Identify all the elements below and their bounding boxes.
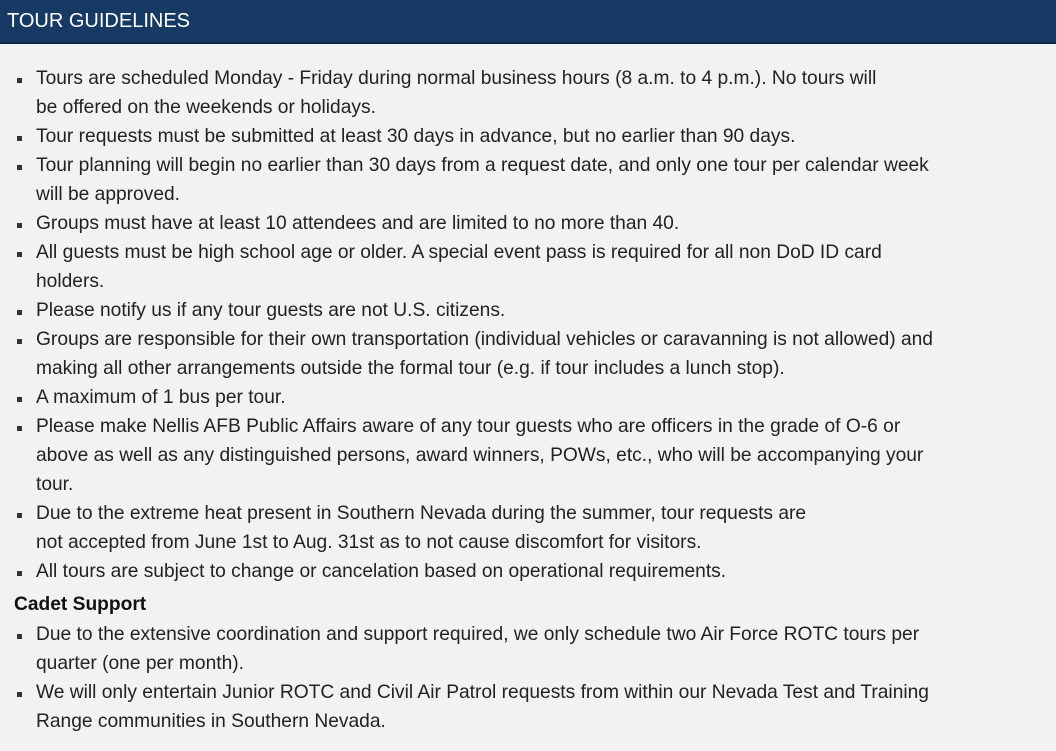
list-item-text-line1: Due to the extensive coordination and support required, we only schedule two Air Force ROTC tours per — [36, 624, 920, 645]
list-item-text-line2: Range communities in Southern Nevada. — [36, 711, 386, 732]
list-item — [0, 209, 1056, 238]
list-item-text-line1: Groups are responsible for their own transportation (individual vehicles or caravanning is not allowed) and — [36, 329, 933, 350]
list-item-text-line1: Tour planning will begin no earlier than 30 days from a request date, and only one tour per calendar week — [36, 155, 929, 176]
list-item — [0, 557, 1056, 586]
square-bullet-icon — [17, 397, 22, 402]
list-item — [0, 383, 1056, 412]
list-item-text-line1: Please notify us if any tour guests are not U.S. citizens. — [36, 300, 506, 321]
square-bullet-icon — [17, 223, 22, 228]
square-bullet-icon — [17, 634, 22, 639]
list-item — [0, 499, 1056, 557]
list-item-text-line1: All guests must be high school age or older. A special event pass is required for all non DoD ID card — [36, 242, 882, 263]
list-item — [0, 325, 1056, 383]
list-item — [0, 620, 1056, 678]
tour-guidelines-list — [0, 64, 1056, 586]
list-item — [0, 296, 1056, 325]
list-item-text-line2: will be approved. — [36, 184, 180, 205]
square-bullet-icon — [17, 310, 22, 315]
list-item-text-line2: above as well as any distinguished persons, award winners, POWs, etc., who will be accompanying your — [36, 445, 924, 466]
square-bullet-icon — [17, 339, 22, 344]
square-bullet-icon — [17, 78, 22, 83]
list-item-text-line1: Groups must have at least 10 attendees and are limited to no more than 40. — [36, 213, 680, 234]
square-bullet-icon — [17, 692, 22, 697]
square-bullet-icon — [17, 571, 22, 576]
cadet-support-heading: Cadet Support — [14, 594, 147, 615]
list-item-text-line1: All tours are subject to change or cancelation based on operational requirements. — [36, 561, 727, 582]
list-item — [0, 238, 1056, 296]
section-title: TOUR GUIDELINES — [7, 10, 190, 32]
list-item — [0, 151, 1056, 209]
tour-guidelines-content — [0, 64, 1056, 736]
list-item — [0, 412, 1056, 499]
square-bullet-icon — [17, 136, 22, 141]
list-item-text-line1: Tour requests must be submitted at least 30 days in advance, but no earlier than 90 days. — [36, 126, 796, 147]
list-item-text-line1: Please make Nellis AFB Public Affairs aware of any tour guests who are officers in the grade of O-6 or — [36, 416, 901, 437]
square-bullet-icon — [17, 513, 22, 518]
section-header-bar — [0, 0, 1056, 44]
list-item-text-line2: making all other arrangements outside the formal tour (e.g. if tour includes a lunch stop). — [36, 358, 785, 379]
list-item-text-line3: tour. — [36, 474, 74, 495]
list-item-text-line1: Due to the extreme heat present in Southern Nevada during the summer, tour requests are — [36, 503, 807, 524]
list-item — [0, 678, 1056, 736]
cadet-support-list — [0, 620, 1056, 736]
square-bullet-icon — [17, 252, 22, 257]
list-item-text-line2: be offered on the weekends or holidays. — [36, 97, 376, 118]
list-item — [0, 122, 1056, 151]
list-item — [0, 64, 1056, 122]
list-item-text-line1: Tours are scheduled Monday - Friday during normal business hours (8 a.m. to 4 p.m.). No tours will — [36, 68, 877, 89]
list-item-text-line2: not accepted from June 1st to Aug. 31st as to not cause discomfort for visitors. — [36, 532, 702, 553]
list-item-text-line2: quarter (one per month). — [36, 653, 244, 674]
square-bullet-icon — [17, 165, 22, 170]
square-bullet-icon — [17, 426, 22, 431]
list-item-text-line1: We will only entertain Junior ROTC and Civil Air Patrol requests from within our Nevada Test and Training — [36, 682, 929, 703]
list-item-text-line2: holders. — [36, 271, 105, 292]
list-item-text-line1: A maximum of 1 bus per tour. — [36, 387, 286, 408]
